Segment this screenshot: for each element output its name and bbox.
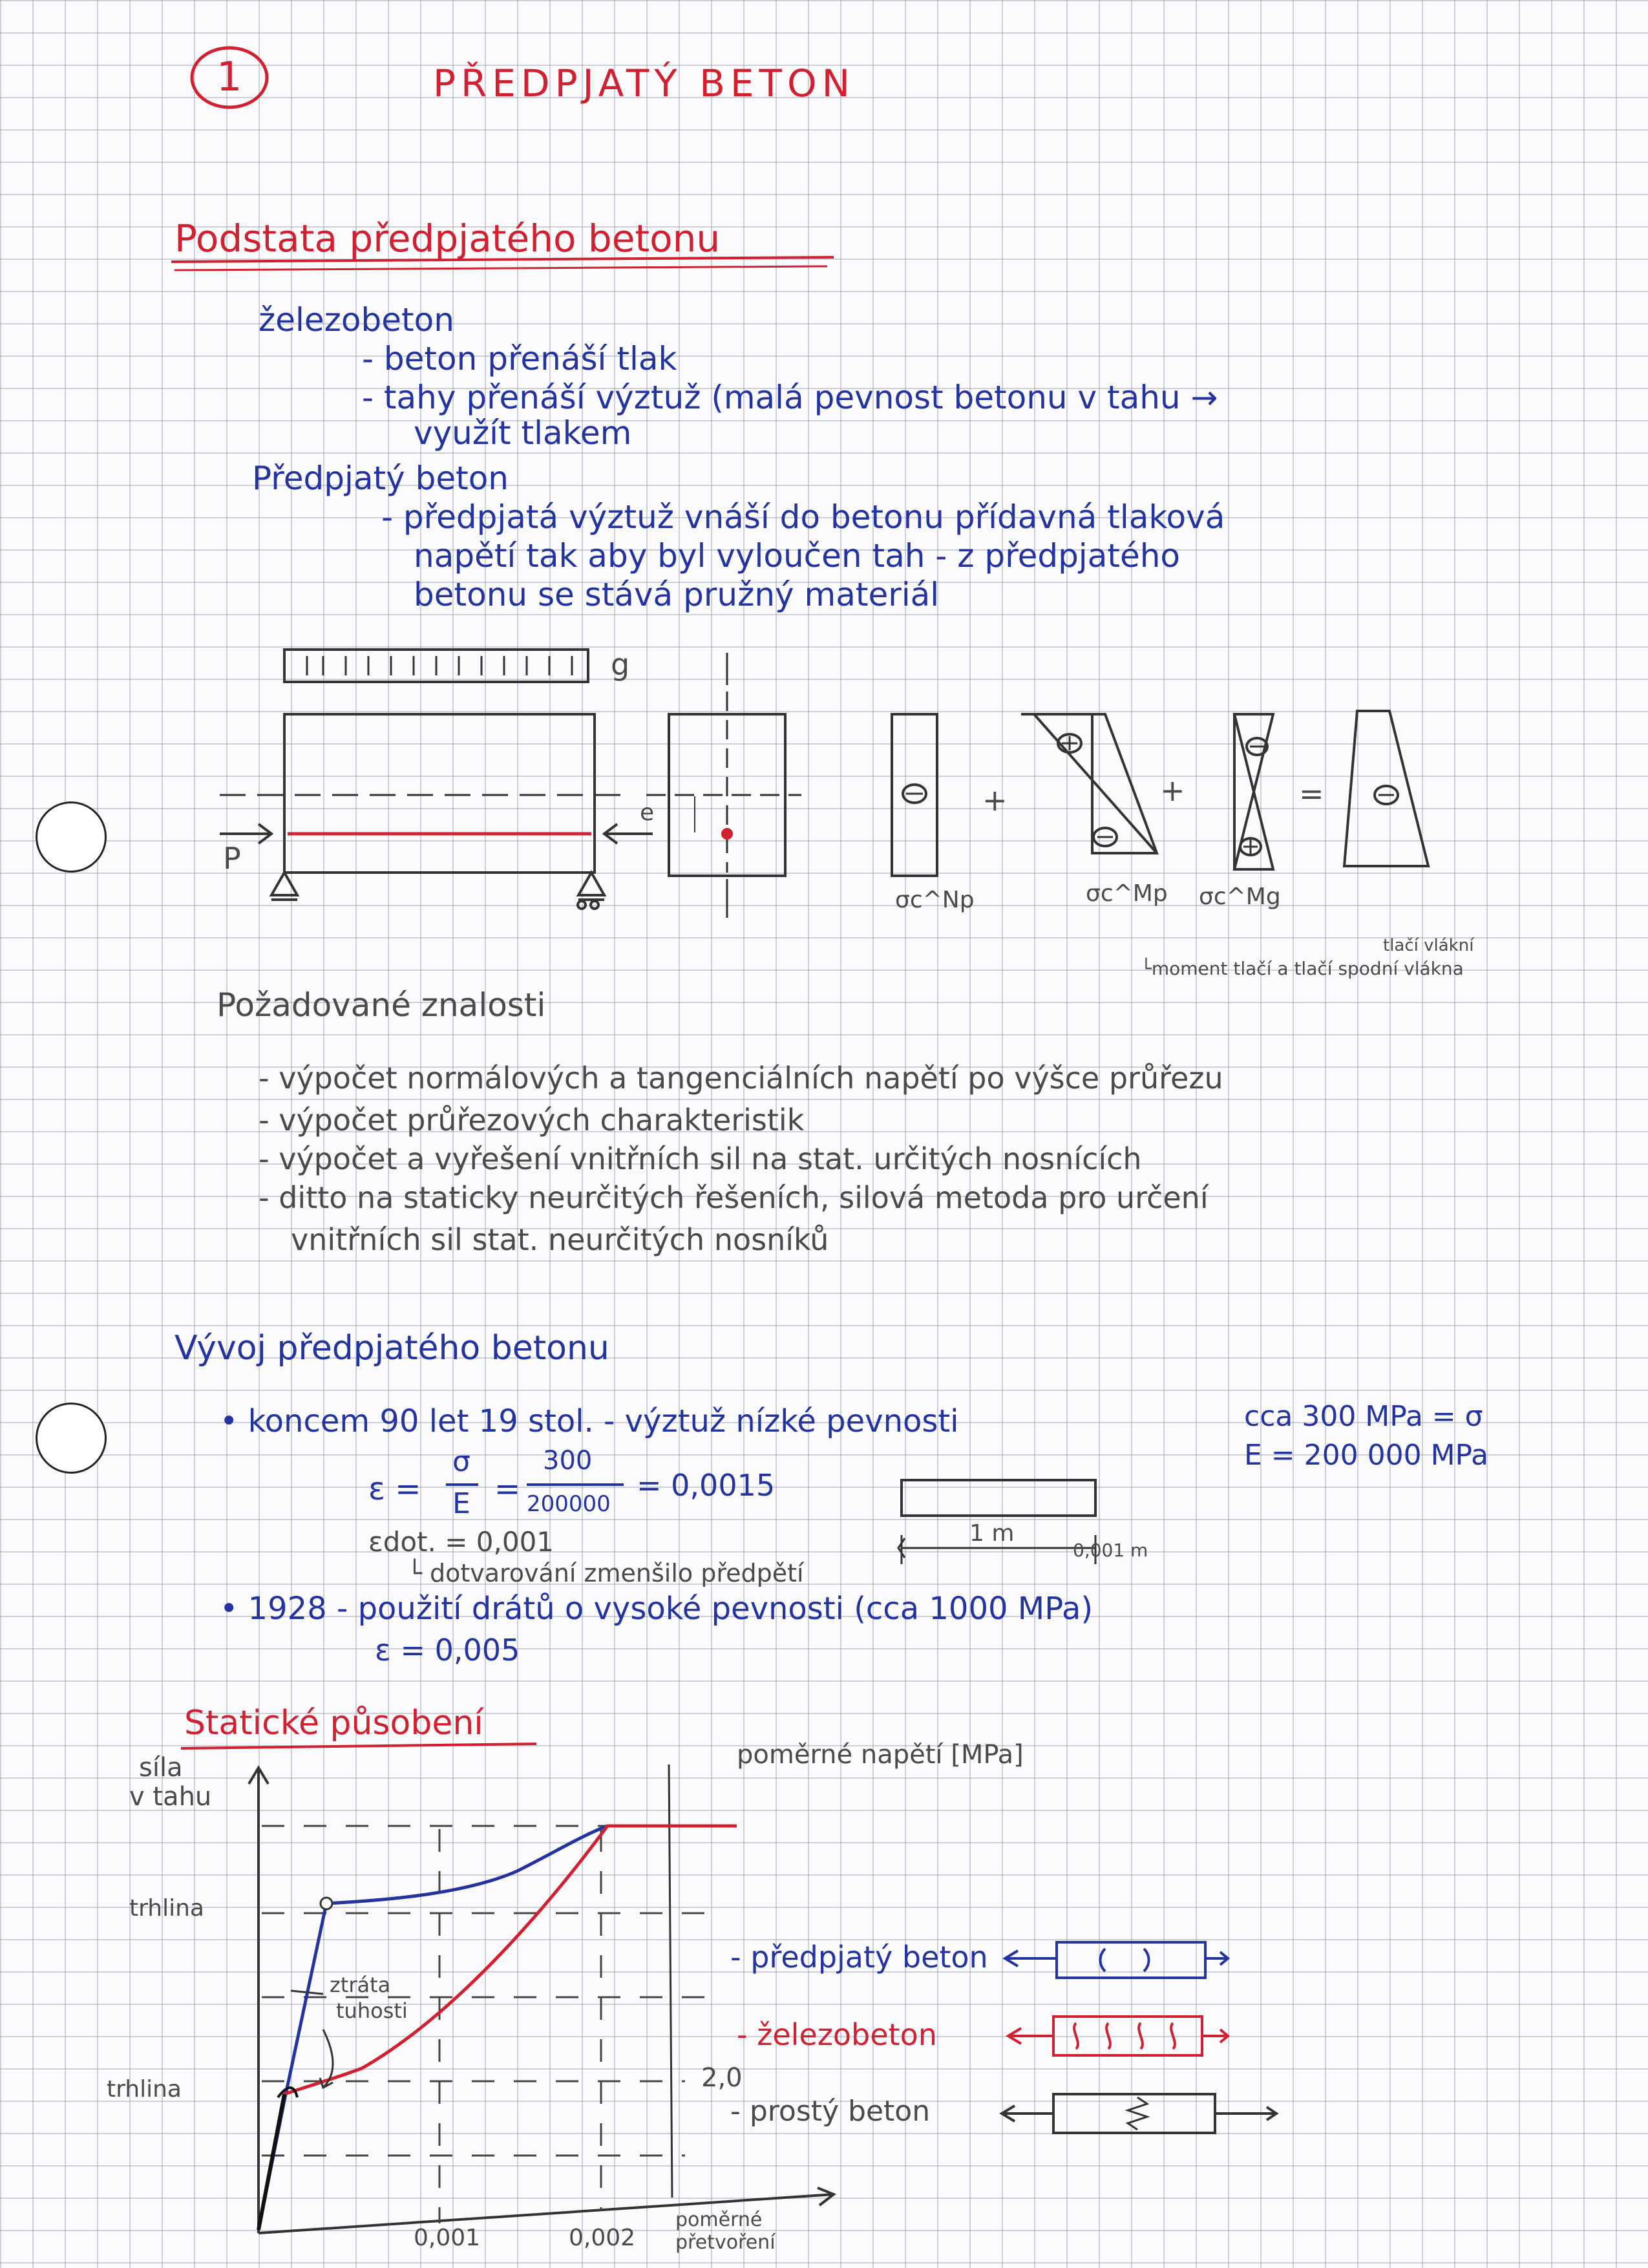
stress-diagram-result [1344,711,1428,866]
heading4-underline [181,1744,536,1748]
beam-diagram [220,647,653,909]
pb-item-3: betonu se stává pružný materiál [414,576,940,613]
legend-label-plain: - prostý beton [730,2095,931,2128]
req-item-3: - výpočet a vyřešení vnitřních sil na stat. určitých nosnících [259,1141,1142,1176]
black-curve [259,2094,284,2230]
chart-x-label-2: přetvoření [675,2231,776,2254]
eccentricity-label: e [640,800,655,826]
formula-frac1-den: E [452,1487,470,1520]
req-item-5: vnitřních sil stat. neurčitých nosníků [291,1222,829,1257]
req-item-2: - výpočet průřezových charakteristik [259,1103,805,1138]
zb-item-1: - beton přenáší tlak [362,340,677,377]
formula-frac1-num: σ [452,1445,470,1478]
frac1-bar [446,1483,478,1486]
section4-heading: Statické působení [184,1704,483,1743]
sigma-np-label: σc^Np [895,887,975,913]
chart-annotation-2: tuhosti [336,1998,408,2023]
zelezobeton-label: železobeton [259,301,454,339]
eps-line: εdot. = 0,001 [368,1526,555,1558]
chart-y-label-1: síla [139,1753,183,1783]
history-bullet-1: • koncem 90 let 19 stol. - výztuž nízké pevnosti [220,1403,959,1439]
stress-diagram-mp [1021,714,1157,853]
pb-item-2: napětí tak aby byl vyloučen tah - z předpjatého [414,537,1180,575]
chart-y-tick-2: trhlina [107,2076,182,2103]
sigma-mp-label: σc^Mp [1086,880,1168,907]
zb-item-2: - tahy přenáší výztuž (malá pevnost betonu v tahu → [362,379,1218,416]
chart-y-label-2: v tahu [129,1782,212,1812]
bar-length-label: 1 m [969,1520,1015,1547]
req-item-4: - ditto na staticky neurčitých řešeních, silová metoda pro určení [259,1180,1209,1215]
page-title: PŘEDPJATÝ BETON [433,61,856,105]
blue-curve [259,1826,607,2230]
legend-label-prestressed: - předpjatý beton [730,1940,988,1975]
pb-item-1: - předpjatá výztuž vnáší do betonu přídavná tlaková [381,498,1225,536]
bar-note-label: 0,001 m [1073,1540,1148,1561]
formula-lhs: ε = [368,1471,421,1507]
section3-heading: Vývoj předpjatého betonu [174,1329,609,1368]
sigma-mg-label: σc^Mg [1199,884,1281,910]
force-label: P [223,841,241,876]
history-bullet-2: • 1928 - použití drátů o vysoké pevnosti (cca 1000 MPa) [220,1591,1093,1627]
formula-frac2-den: 200000 [527,1491,611,1517]
moment-note-line1: tlačí vlákní [1383,936,1474,955]
formula-eq: = [494,1471,521,1507]
section1-heading: Podstata předpjatého betonu [174,217,721,260]
cross-section [646,653,801,918]
legend-label-reinforced: - železobeton [737,2017,937,2052]
chart-x-tick-2: 0,002 [569,2225,636,2251]
history-right-line2: E = 200 000 MPa [1244,1439,1489,1472]
zb-item-3: využít tlakem [414,414,632,452]
chart-x-tick-1: 0,001 [414,2225,481,2251]
plus-sign-2: + [1160,773,1185,808]
heading1-underline-2 [174,266,827,270]
load-label: g [611,647,630,682]
chart-x-label-1: poměrné [675,2209,763,2231]
stress-diagram-np [892,714,937,876]
equals-sign: = [1299,776,1324,811]
eps2-line: ε = 0,005 [375,1633,520,1668]
formula-rhs: = 0,0015 [637,1468,776,1503]
chart-y-tick-1: trhlina [129,1895,204,1922]
chart-y-axis [249,1768,268,2233]
stress-diagram-mg [1234,714,1273,869]
frac2-bar [527,1483,624,1486]
formula-frac2-num: 300 [543,1446,593,1476]
history-right-line1: cca 300 MPa = σ [1244,1400,1483,1433]
chart-value-label: 2,0 [701,2063,743,2093]
page-number: 1 [217,53,242,100]
eps-note: └ dotvarování zmenšilo předpětí [407,1559,804,1587]
chart-annotation-1: ztráta [330,1973,391,1997]
plus-sign-1: + [982,783,1008,818]
req-item-1: - výpočet normálových a tangenciálních napětí po výšce průřezu [259,1061,1223,1096]
red-curve [259,1826,737,2230]
chart-top-label: poměrné napětí [MPa] [737,1740,1024,1770]
predpjaty-label: Předpjatý beton [252,460,509,497]
section2-heading: Požadované znalosti [217,986,546,1024]
legend-symbols [1002,1942,1276,2133]
moment-note-line2: └moment tlačí a tlačí spodní vlákna [1141,958,1464,979]
